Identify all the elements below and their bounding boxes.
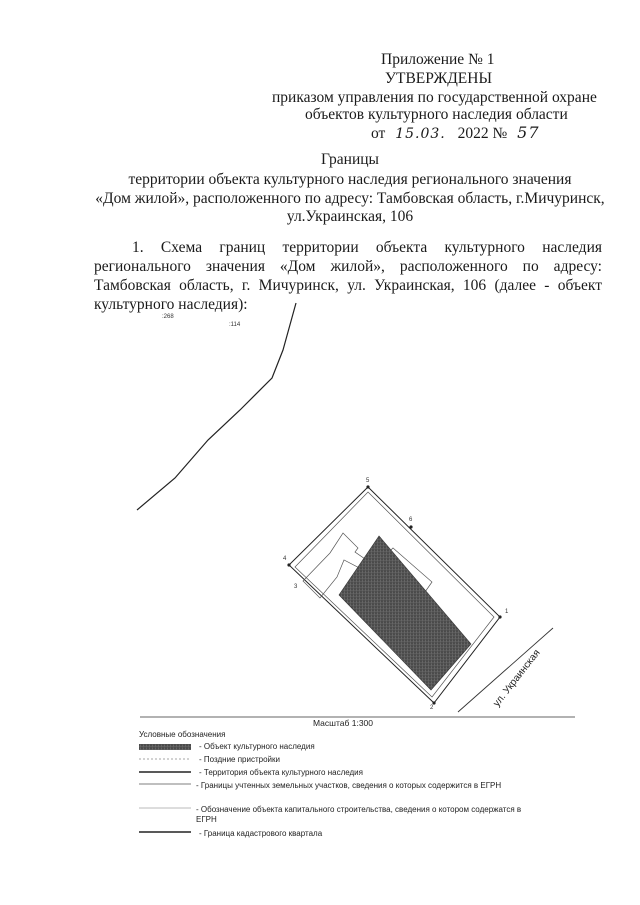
legend-item: - Обозначение объекта капитального строительства, сведения о котором содержатся в ЕГРН xyxy=(196,805,522,824)
map-scale: Масштаб 1:300 xyxy=(313,718,373,728)
legend-item: - Границы учтенных земельных участков, сведения о которых содержится в ЕГРН xyxy=(196,781,502,790)
legend-title: Условные обозначения xyxy=(139,730,226,739)
point-label: 5 xyxy=(366,478,370,484)
paragraph-line: 1. Схема границ территории объекта культурного наследия xyxy=(132,239,602,256)
title-line-3: «Дом жилой», расположенного по адресу: Тамбовская область, г.Мичуринск, xyxy=(95,190,605,207)
paragraph-line: культурного наследия): xyxy=(94,296,248,313)
point-label: 6 xyxy=(409,517,413,523)
street-name: ул. Украинская xyxy=(491,647,543,709)
legend-symbol-heritage-object xyxy=(139,744,191,750)
title-line-4: ул.Украинская, 106 xyxy=(286,208,414,225)
parcel-label: :268 xyxy=(162,314,174,320)
legend-item: - Территория объекта культурного наследия xyxy=(199,768,363,777)
appendix-number: Приложение № 1 xyxy=(381,51,495,68)
handwritten-order-number: 57 xyxy=(517,123,540,142)
title-line-1: Границы xyxy=(321,151,379,168)
point-label: 4 xyxy=(283,556,287,562)
paragraph-line: регионального значения «Дом жилой», расположенного по адресу: xyxy=(94,258,602,275)
date-prefix: от xyxy=(371,125,386,142)
legend-item: - Поздние пристройки xyxy=(199,755,280,764)
year-and-number-label: 2022 № xyxy=(457,125,508,142)
point-label: 1 xyxy=(505,609,509,615)
title-line-2: территории объекта культурного наследия регионального значения xyxy=(128,171,572,188)
order-line-2: объектов культурного наследия области xyxy=(305,106,568,123)
point-label: 2 xyxy=(430,705,434,711)
paragraph-line: Тамбовская область, г. Мичуринск, ул. Украинская, 106 (далее - объект xyxy=(94,277,602,294)
point-label: 3 xyxy=(294,584,298,590)
order-line-1: приказом управления по государственной охране xyxy=(272,89,597,106)
legend-item: - Объект культурного наследия xyxy=(199,742,315,751)
handwritten-date: 15.03. xyxy=(395,126,446,142)
approved-label: УТВЕРЖДЕНЫ xyxy=(385,70,492,87)
parcel-label: :114 xyxy=(229,322,241,328)
legend-item: - Граница кадастрового квартала xyxy=(199,829,323,838)
